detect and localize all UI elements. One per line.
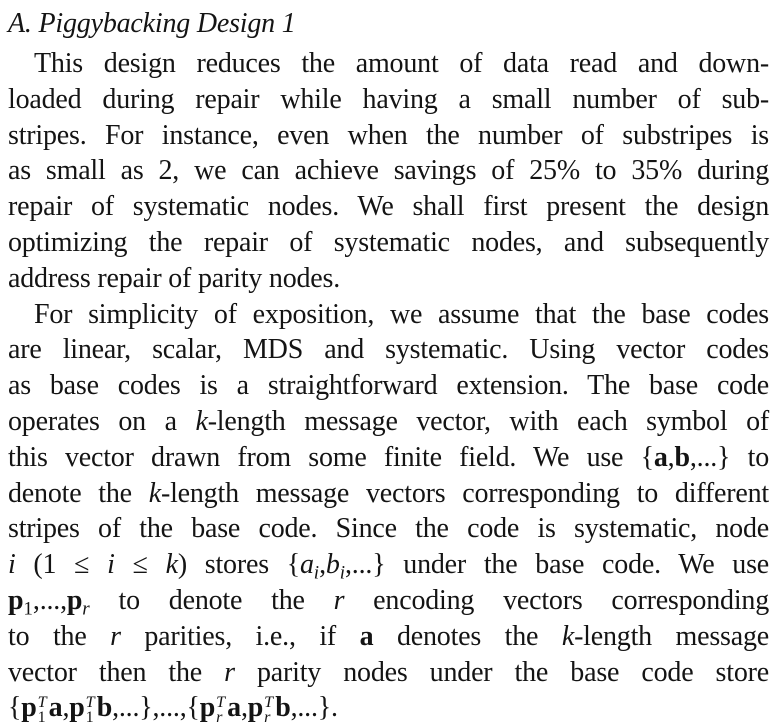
- math-segment: r: [333, 584, 345, 616]
- text-line: [8, 368, 769, 404]
- text-segment: ,...,: [32, 584, 67, 616]
- math-segment: a: [48, 692, 63, 724]
- text-line: [8, 511, 769, 547]
- text-segment: ,: [240, 692, 248, 724]
- math-segment: b: [275, 692, 291, 724]
- math-segment: i: [339, 562, 345, 584]
- subscript: 1: [37, 707, 46, 724]
- text-segment: as small as 2, we can achieve savings of: [8, 155, 530, 187]
- text-segment: parity nodes under the base code store: [234, 656, 769, 688]
- text-segment: ) stores {: [177, 549, 300, 581]
- math-segment: b: [96, 692, 113, 724]
- math-segment: 35%: [631, 155, 683, 187]
- section-heading: A. Piggybacking Design 1: [8, 8, 296, 39]
- text-segment: during: [682, 155, 769, 187]
- math-segment: r: [224, 656, 235, 688]
- math-segment: p: [8, 584, 24, 616]
- text-line: [8, 655, 769, 691]
- math-subsup: [264, 695, 273, 724]
- math-segment: 25%: [529, 155, 580, 187]
- superscript: T: [37, 693, 47, 711]
- text-line: [8, 82, 769, 118]
- text-segment: this vector drawn from some finite field. We use {: [8, 441, 654, 473]
- text-segment: are linear, scalar, MDS and systematic. Using vector codes: [8, 334, 769, 366]
- text-segment: ≤: [114, 549, 166, 581]
- math-subsup: [86, 695, 95, 724]
- math-segment: p: [69, 692, 85, 724]
- math-segment: b: [674, 441, 690, 473]
- text-segment: ,: [62, 692, 70, 724]
- text-line: [8, 332, 769, 368]
- text-segment: encoding vectors corresponding: [344, 584, 769, 616]
- text-segment: parities, i.e., if: [120, 620, 360, 652]
- math-segment: p: [247, 692, 264, 724]
- math-segment: i: [8, 549, 16, 581]
- text-line: [8, 690, 769, 724]
- text-segment: denote the: [8, 477, 149, 509]
- math-segment: a: [299, 549, 314, 581]
- text-line: [8, 297, 769, 333]
- text-segment: -length message vector, with each symbol of: [207, 405, 769, 437]
- text-line: [8, 261, 769, 297]
- math-segment: k: [195, 405, 208, 437]
- text-segment: address repair of parity nodes.: [8, 262, 341, 294]
- text-line: [8, 46, 769, 82]
- superscript: T: [264, 693, 274, 711]
- text-segment: ,...} to: [689, 441, 769, 473]
- superscript: T: [85, 693, 95, 711]
- math-segment: a: [653, 441, 668, 473]
- math-segment: p: [21, 692, 37, 724]
- text-line: [8, 153, 769, 189]
- superscript: T: [216, 693, 226, 711]
- text-segment: to the: [8, 620, 111, 652]
- text-segment: repair of systematic nodes. We shall first present the design: [8, 191, 769, 223]
- text-segment: For simplicity of exposition, we assume that the base codes: [34, 298, 769, 330]
- text-segment: This design reduces the amount of data read and down-: [34, 48, 769, 79]
- text-body: [8, 46, 769, 724]
- math-segment: k: [148, 477, 161, 509]
- text-segment: denotes the: [373, 620, 562, 652]
- text-segment: optimizing the repair of systematic nodes, and subsequently: [8, 226, 769, 258]
- text-segment: operates on a: [8, 405, 196, 437]
- text-segment: {: [8, 692, 22, 724]
- text-segment: vector then the: [8, 656, 225, 688]
- math-segment: a: [359, 620, 374, 652]
- math-segment: i: [107, 549, 115, 581]
- text-line: [8, 583, 769, 619]
- math-segment: b: [325, 549, 340, 581]
- text-segment: stripes. For instance, even when the number of substripes is: [8, 119, 769, 151]
- text-segment: stripes of the base code. Since the code is systematic, node: [8, 513, 769, 545]
- math-segment: p: [199, 692, 216, 724]
- subscript: r: [264, 707, 271, 724]
- text-segment: -length message vectors corresponding to different: [160, 477, 769, 509]
- text-segment: ,...}.: [290, 692, 338, 724]
- math-segment: r: [110, 620, 121, 652]
- math-segment: k: [165, 549, 178, 581]
- text-segment: to denote the: [89, 584, 334, 616]
- text-segment: ,...} under the base code. We use: [345, 549, 769, 581]
- subscript: r: [216, 707, 223, 724]
- text-line: [8, 118, 769, 154]
- text-segment: (1 ≤: [15, 549, 108, 581]
- text-segment: -length message: [574, 620, 769, 652]
- text-segment: ,: [319, 549, 326, 581]
- math-subsup: [38, 695, 47, 724]
- text-line: [8, 440, 769, 476]
- subscript: 1: [85, 707, 94, 724]
- math-segment: r: [82, 598, 90, 620]
- math-segment: 1: [23, 598, 33, 620]
- text-segment: ,: [667, 441, 675, 473]
- text-segment: loaded during repair while having a small number of sub-: [8, 83, 769, 115]
- text-line: [8, 189, 769, 225]
- text-segment: to: [579, 155, 632, 187]
- text-line: [8, 404, 769, 440]
- math-subsup: [216, 695, 225, 724]
- text-line: [8, 476, 769, 512]
- math-segment: p: [66, 584, 83, 616]
- math-segment: i: [313, 562, 320, 584]
- text-line: [8, 225, 769, 261]
- text-line: [8, 619, 769, 655]
- math-segment: a: [227, 692, 241, 724]
- text-segment: as base codes is a straightforward extension. The base code: [8, 370, 769, 402]
- text-segment: ,...},...,{: [112, 692, 200, 724]
- math-segment: k: [561, 620, 575, 652]
- text-line: [8, 547, 769, 583]
